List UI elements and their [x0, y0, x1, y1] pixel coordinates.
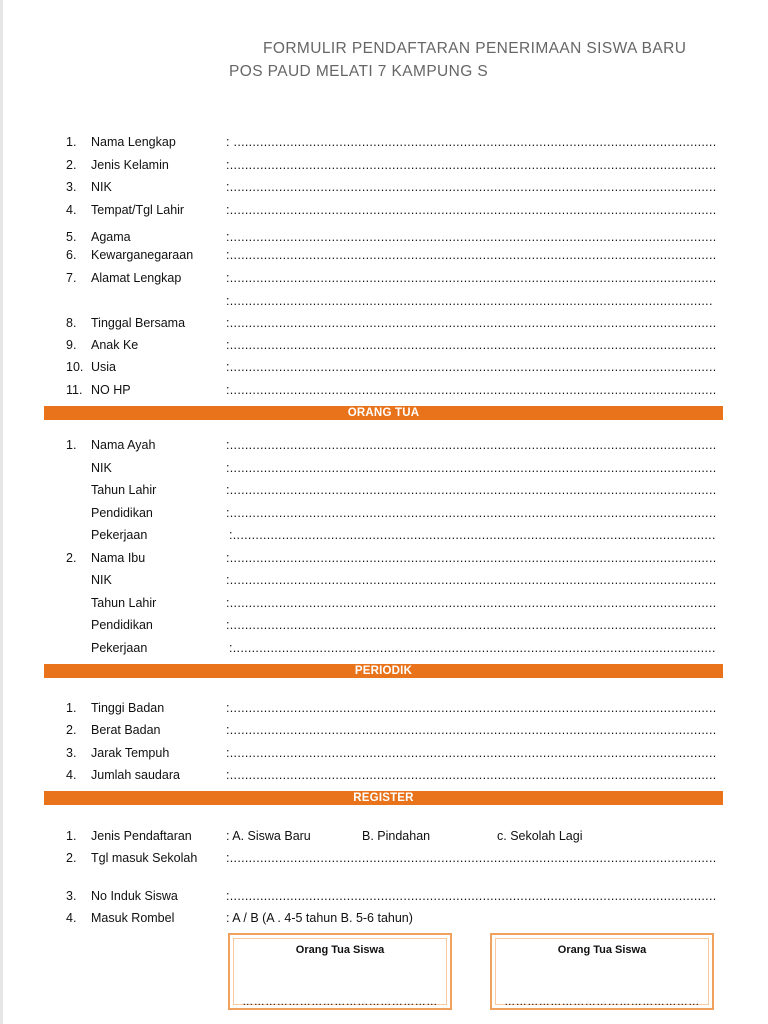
field-row-tgl-masuk-sekolah [0, 851, 768, 869]
field-row-nik [0, 180, 768, 198]
field-row-pendidikan-ayah [0, 506, 768, 524]
signature-box-left [228, 933, 452, 1010]
field-row-pekerjaan-ayah [0, 528, 768, 546]
fill-in-line[interactable]: : ..... [226, 383, 716, 397]
field-label: Agama [91, 230, 131, 244]
field-row-no-induk-siswa [0, 889, 768, 907]
field-label: Tinggi Badan [91, 701, 165, 715]
field-label: Jenis Pendaftaran [91, 829, 192, 843]
field-label: Tahun Lahir [91, 596, 157, 610]
field-number: 3. [66, 746, 77, 760]
field-label: Tahun Lahir [91, 483, 157, 497]
fill-in-line[interactable]: : ..... [226, 768, 716, 782]
fill-in-line[interactable]: : ..... [229, 528, 716, 542]
field-label: Nama Ibu [91, 551, 146, 565]
fill-in-line[interactable]: : ..... [226, 271, 716, 285]
field-number: 8. [66, 316, 77, 330]
field-number: 9. [66, 338, 77, 352]
field-number: 7. [66, 271, 77, 285]
field-label: Kewarganegaraan [91, 248, 194, 262]
field-row-pendidikan-ibu [0, 618, 768, 636]
field-label: NIK [91, 461, 112, 475]
field-label: No Induk Siswa [91, 889, 178, 903]
field-row-agama [0, 230, 768, 248]
field-label: Pendidikan [91, 618, 153, 632]
section-header-register: REGISTER [44, 791, 723, 805]
field-row-alamat-lengkap-2 [0, 294, 768, 312]
field-label: Usia [91, 360, 117, 374]
fill-in-line[interactable]: : ..... [226, 203, 716, 217]
field-number: 6. [66, 248, 77, 262]
fill-in-line[interactable]: : ..... [226, 294, 712, 308]
field-row-kewarganegaraan [0, 248, 768, 266]
field-row-pekerjaan-ibu [0, 641, 768, 659]
form-subtitle: POS PAUD MELATI 7 KAMPUNG S [229, 63, 489, 80]
field-number: 3. [66, 889, 77, 903]
field-row-jenis-pendaftaran [0, 829, 768, 847]
field-row-tinggal-bersama [0, 316, 768, 334]
fill-in-line[interactable]: : ..... [226, 851, 716, 865]
field-number: 3. [66, 180, 77, 194]
field-row-tempat-tgl-lahir [0, 203, 768, 221]
field-row-nik-ayah [0, 461, 768, 479]
fill-in-line[interactable]: : ..... [226, 316, 716, 330]
fill-in-line[interactable]: : ..... [226, 551, 716, 565]
fill-in-line[interactable]: : ..... [226, 746, 716, 760]
field-label: Masuk Rombel [91, 911, 175, 925]
field-number: 1. [66, 829, 77, 843]
field-label: Jarak Tempuh [91, 746, 170, 760]
field-row-masuk-rombel [0, 911, 768, 929]
field-number: 1. [66, 438, 77, 452]
field-row-anak-ke [0, 338, 768, 356]
fill-in-line[interactable]: : ..... [226, 338, 716, 352]
signature-line[interactable]: …………………………………………… [242, 996, 438, 1008]
field-number: 5. [66, 230, 77, 244]
field-number: 11. [66, 383, 83, 397]
field-label: Berat Badan [91, 723, 161, 737]
field-label: Jenis Kelamin [91, 158, 169, 172]
field-number: 1. [66, 701, 77, 715]
field-row-jarak-tempuh [0, 746, 768, 764]
field-label: Tgl masuk Sekolah [91, 851, 198, 865]
field-label: Anak Ke [91, 338, 139, 352]
fill-in-line[interactable]: : ..... [226, 180, 716, 194]
field-row-jumlah-saudara [0, 768, 768, 786]
field-label: Nama Lengkap [91, 135, 176, 149]
field-number: 4. [66, 768, 77, 782]
option-siswa-baru[interactable]: : A. Siswa Baru [226, 829, 311, 843]
fill-in-line[interactable]: : ..... [226, 573, 716, 587]
field-number: 4. [66, 203, 77, 217]
option-pindahan[interactable]: B. Pindahan [362, 829, 431, 843]
field-number: 2. [66, 551, 77, 565]
rombel-value[interactable]: : A / B (A . 4-5 tahun B. 5-6 tahun) [226, 911, 413, 925]
fill-in-line[interactable]: : ..... [226, 360, 716, 374]
fill-in-line[interactable]: : ..... [226, 723, 716, 737]
field-label: Pendidikan [91, 506, 153, 520]
fill-in-line[interactable]: : ..... [226, 506, 716, 520]
field-row-jenis-kelamin [0, 158, 768, 176]
fill-in-line[interactable]: : ..... [229, 641, 716, 655]
fill-in-line[interactable]: : ..... [226, 438, 716, 452]
field-number: 10. [66, 360, 84, 374]
field-label: Nama Ayah [91, 438, 156, 452]
fill-in-line[interactable]: : ..... [226, 701, 716, 715]
signature-box-right [490, 933, 714, 1010]
fill-in-line[interactable]: : ..... [226, 483, 716, 497]
section-header-orang-tua: ORANG TUA [44, 406, 723, 420]
field-label: Pekerjaan [91, 528, 148, 542]
field-row-tahun-lahir-ibu [0, 596, 768, 614]
field-number: 1. [66, 135, 77, 149]
field-row-alamat-lengkap [0, 271, 768, 289]
field-row-usia [0, 360, 768, 378]
field-number: 2. [66, 158, 77, 172]
fill-in-line[interactable]: : ..... [226, 596, 716, 610]
fill-in-line[interactable]: : ..... [226, 158, 716, 172]
field-row-no-hp [0, 383, 768, 401]
field-label: Alamat Lengkap [91, 271, 182, 285]
form-title: FORMULIR PENDAFTARAN PENERIMAAN SISWA BARU [263, 40, 687, 57]
field-row-berat-badan [0, 723, 768, 741]
fill-in-line[interactable]: : ..... [226, 230, 716, 244]
fill-in-line[interactable]: : ..... [226, 248, 716, 262]
field-label: Jumlah saudara [91, 768, 180, 782]
field-number: 2. [66, 723, 77, 737]
fill-in-line[interactable]: : ..... [226, 135, 716, 149]
fill-in-line[interactable]: : ..... [226, 618, 716, 632]
field-row-tinggi-badan [0, 701, 768, 719]
field-number: 4. [66, 911, 77, 925]
field-row-nama-lengkap [0, 135, 768, 153]
fill-in-line[interactable]: : ..... [226, 461, 716, 475]
signature-title: Orang Tua Siswa [557, 944, 647, 956]
fill-in-line[interactable]: : ..... [226, 889, 716, 903]
field-label: NIK [91, 180, 112, 194]
field-label: Tinggal Bersama [91, 316, 186, 330]
field-label: Tempat/Tgl Lahir [91, 203, 185, 217]
field-row-nik-ibu [0, 573, 768, 591]
field-number: 2. [66, 851, 77, 865]
field-label: Pekerjaan [91, 641, 148, 655]
field-row-nama-ayah [0, 438, 768, 456]
signature-line[interactable]: …………………………………………… [504, 996, 700, 1008]
signature-title: Orang Tua Siswa [295, 944, 385, 956]
section-header-periodik: PERIODIK [44, 664, 723, 678]
field-label: NO HP [91, 383, 131, 397]
field-row-nama-ibu [0, 551, 768, 569]
field-row-tahun-lahir-ayah [0, 483, 768, 501]
option-sekolah-lagi[interactable]: c. Sekolah Lagi [497, 829, 583, 843]
field-label: NIK [91, 573, 112, 587]
